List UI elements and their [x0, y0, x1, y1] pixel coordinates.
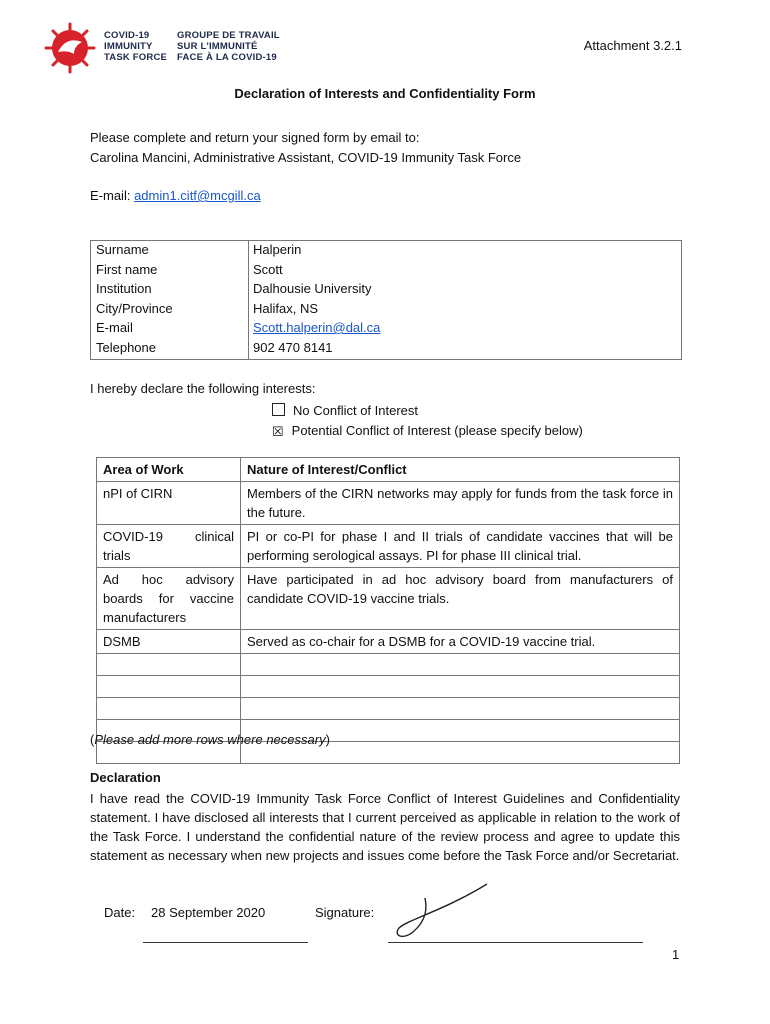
info-label: E-mail [96, 320, 133, 335]
logo-en-line: IMMUNITY [104, 41, 153, 52]
signature-label: Signature: [315, 905, 375, 920]
info-value: Scott [253, 261, 283, 277]
virus-logo-icon [44, 22, 96, 74]
declaration-body: I have read the COVID-19 Immunity Task Force Conflict of Interest Guidelines and Confidentiality statement. I have disclosed all interests that I current perceived as applicable in relation to the work of the Task Force. I understand the confidential nature of the review process and agree to update this statement as necessary when new projects and issues come before the Task Force and/or Secretariat. [90, 791, 680, 863]
attachment-label: Attachment 3.2.1 [583, 38, 682, 53]
nature-cell: Served as co-chair for a DSMB for a COVID-19 vaccine trial. [241, 630, 680, 654]
declare-text: I hereby declare the following interests: [90, 381, 316, 396]
info-label: Institution [96, 281, 152, 296]
email-link[interactable]: admin1.citf@mcgill.ca [134, 188, 261, 203]
option-label: Potential Conflict of Interest (please specify below) [291, 423, 583, 438]
date-line [143, 942, 308, 943]
table-row [90, 320, 682, 340]
info-table [90, 242, 682, 359]
logo-en-line: COVID-19 [104, 30, 150, 41]
empty-row [97, 676, 680, 698]
table-row [90, 281, 682, 301]
signature-scribble [385, 880, 495, 950]
info-email-link[interactable]: Scott.halperin@dal.ca [253, 320, 381, 335]
table-header-row [97, 458, 680, 482]
table-row [97, 568, 680, 630]
note-text: Please add more rows where necessary [94, 732, 326, 747]
area-cell: Ad hoc advisory boards for vaccine manufacturers [97, 568, 241, 630]
add-rows-note: (Please add more rows where necessary) [90, 732, 330, 747]
area-cell: nPI of CIRN [97, 482, 241, 525]
table-row [97, 630, 680, 654]
option-no-conflict[interactable] [272, 402, 418, 418]
signature-line [388, 942, 643, 943]
info-label: City/Province [96, 300, 173, 316]
logo [44, 24, 284, 74]
intro-line2: Carolina Mancini, Administrative Assistant, COVID-19 Immunity Task Force [90, 150, 522, 165]
table-row [90, 262, 682, 282]
table-row [97, 482, 680, 525]
checkbox-checked-icon[interactable]: ☒ [272, 424, 284, 439]
nature-cell: Have participated in ad hoc advisory board from manufacturers of candidate COVID-19 vaccine trials. [241, 568, 680, 630]
page-title: Declaration of Interests and Confidentiality Form [234, 86, 536, 101]
page-number: 1 [672, 947, 680, 962]
option-potential-conflict[interactable] [272, 423, 583, 438]
info-value: 902 470 8141 [253, 339, 333, 355]
empty-row [97, 698, 680, 720]
date-value: 28 September 2020 [151, 905, 266, 920]
conflicts-table [96, 457, 680, 764]
empty-row [97, 654, 680, 676]
intro-line1: Please complete and return your signed form by email to: [90, 130, 420, 145]
logo-fr-line: FACE À LA COVID-19 [177, 52, 277, 63]
info-value: Dalhousie University [253, 281, 372, 296]
header-nature: Nature of Interest/Conflict [241, 458, 680, 482]
table-row [90, 301, 682, 321]
area-cell: DSMB [97, 630, 241, 654]
nature-cell: PI or co-PI for phase I and II trials of candidate vaccines that will be performing serological assays. PI for phase III clinical trial. [241, 525, 680, 568]
header-area: Area of Work [97, 458, 241, 482]
info-label: Telephone [96, 339, 156, 355]
info-label: First name [96, 261, 158, 277]
checkbox-icon[interactable] [272, 403, 285, 416]
table-row [97, 525, 680, 568]
info-value: Halperin [253, 242, 302, 257]
declaration-heading: Declaration [90, 770, 161, 785]
logo-fr-line: GROUPE DE TRAVAIL [177, 30, 280, 41]
intro-email [90, 188, 261, 203]
area-cell: COVID-19 clinical trials [97, 525, 241, 568]
option-label: No Conflict of Interest [293, 403, 418, 418]
nature-cell: Members of the CIRN networks may apply for funds from the task force in the future. [241, 482, 680, 525]
date-label: Date: [104, 905, 136, 920]
info-label: Surname [96, 242, 149, 257]
email-label: E-mail: [90, 188, 135, 203]
logo-fr-line: SUR L'IMMUNITÉ [177, 41, 258, 52]
logo-en-line: TASK FORCE [104, 52, 168, 63]
table-row [90, 340, 682, 360]
table-row [90, 242, 682, 262]
info-value: Halifax, NS [253, 300, 319, 316]
